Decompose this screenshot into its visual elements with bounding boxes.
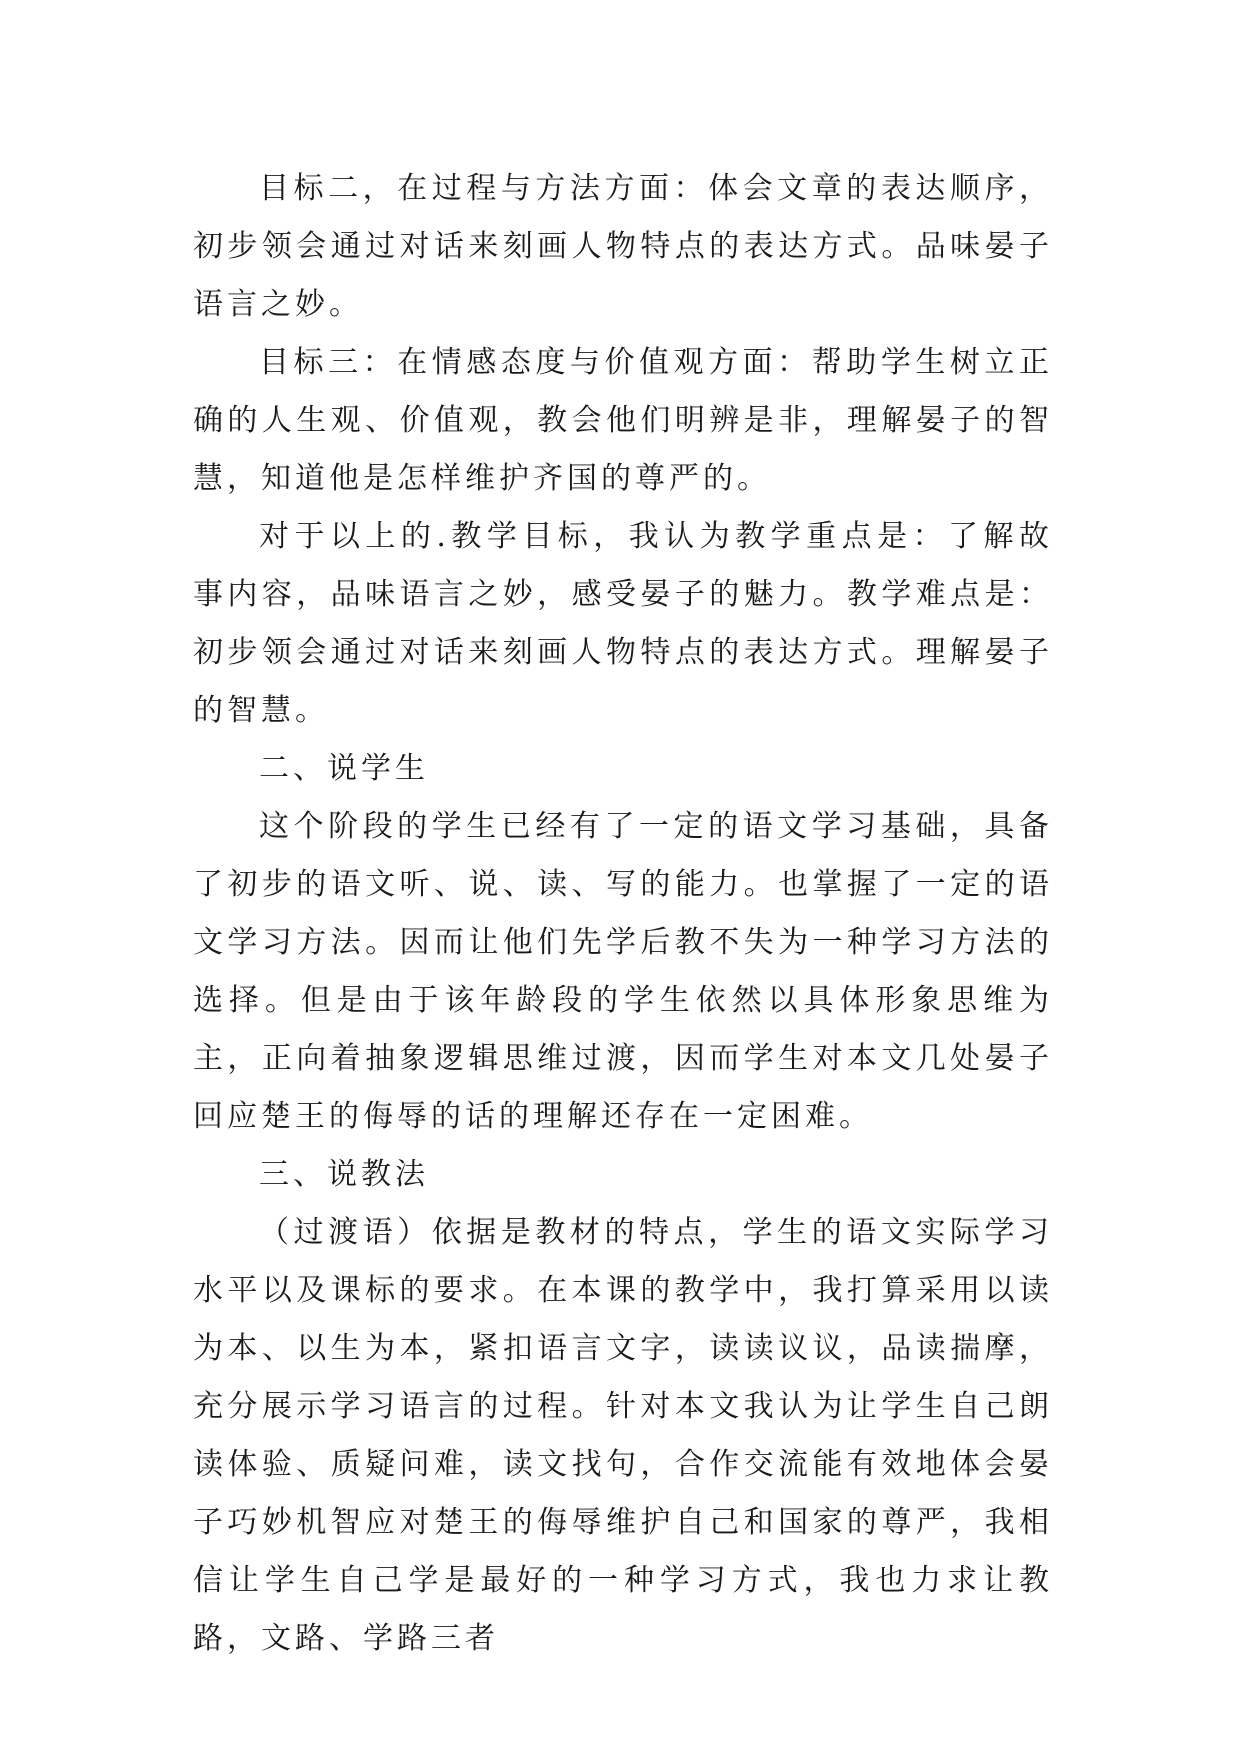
heading-students: 二、说学生 [259,751,429,786]
paragraph-key-points: 对于以上的.教学目标，我认为教学重点是：了解故事内容，品味语言之妙，感受晏子的魅力。教学难点是：初步领会通过对话来刻画人物特点的表达方式。理解晏子的智慧。 [193,519,1053,728]
heading-teaching-method: 三、说教法 [259,1157,429,1192]
document-body [193,160,1053,1668]
paragraph-students: 这个阶段的学生已经有了一定的语文学习基础，具备了初步的语文听、说、读、写的能力。也掌握了一定的语文学习方法。因而让他们先学后教不失为一种学习方法的选择。但是由于该年龄段的学生依然以具体形象思维为主，正向着抽象逻辑思维过渡，因而学生对本文几处晏子回应楚王的侮辱的话的理解还存在一定困难。 [193,809,1053,1134]
paragraph-objective-two: 目标二，在过程与方法方面：体会文章的表达顺序，初步领会通过对话来刻画人物特点的表达方式。品味晏子语言之妙。 [193,171,1053,322]
paragraph-objective-three: 目标三：在情感态度与价值观方面：帮助学生树立正确的人生观、价值观，教会他们明辨是非，理解晏子的智慧，知道他是怎样维护齐国的尊严的。 [193,345,1053,496]
paragraph-teaching-method: （过渡语）依据是教材的特点，学生的语文实际学习水平以及课标的要求。在本课的教学中，我打算采用以读为本、以生为本，紧扣语言文字，读读议议，品读揣摩，充分展示学习语言的过程。针对本文我认为让学生自己朗读体验、质疑问难，读文找句，合作交流能有效地体会晏子巧妙机智应对楚王的侮辱维护自己和国家的尊严，我相信让学生自己学是最好的一种学习方式，我也力求让教路，文路、学路三者 [193,1215,1053,1656]
